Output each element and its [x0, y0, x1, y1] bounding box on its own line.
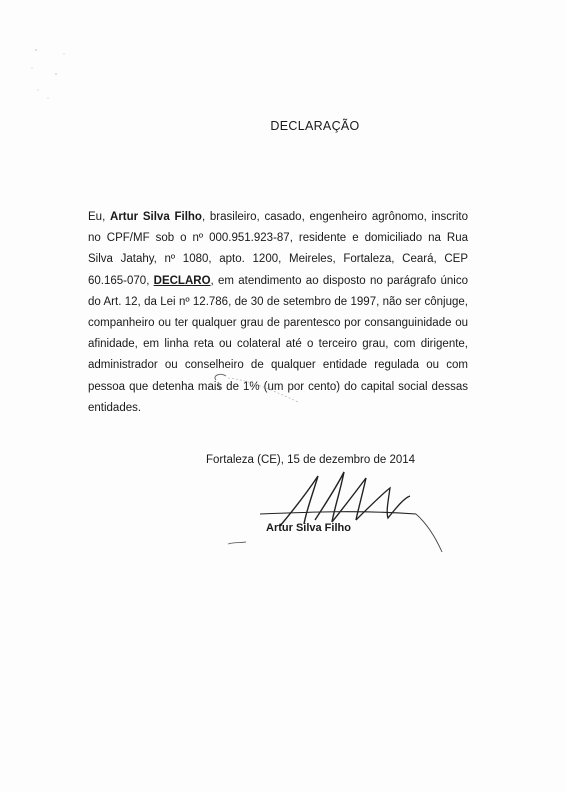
signer-name: Artur Silva Filho: [266, 522, 351, 534]
handwritten-signature: [220, 468, 460, 568]
body-details: , brasileiro, casado, engenheiro agrônomo, inscrito no CPF/MF sob o nº 000.951.923-87, residente e domiciliado na Rua Silva Jatahy, nº 1080, apto. 1200, Meireles, Fortaleza, Ceará, CEP 60.165-070,: [88, 211, 468, 287]
body-intro: Eu,: [88, 211, 111, 223]
document-title: DECLARAÇÃO: [270, 119, 360, 133]
scan-specks: [26, 46, 76, 106]
declaro-keyword: DECLARO: [153, 274, 211, 287]
body-statement: , em atendimento ao disposto no parágrafo único do Art. 12, da Lei nº 12.786, de 30 de setembro de 1997, não ser cônjuge, companheiro ou ter qualquer grau de parentesco por consanguinidade ou afinidade, em linha reta ou colateral até o terceiro grau, com dirigente, administrador ou conselheiro de qualquer entidade regulada ou com pessoa que detenha mais de 1% (um por cento) do capital social dessas entidades.: [88, 274, 468, 414]
pen-mark: [208, 368, 318, 418]
place-and-date: Fortaleza (CE), 15 de dezembro de 2014: [206, 454, 416, 466]
declarant-name: Artur Silva Filho: [110, 211, 202, 223]
